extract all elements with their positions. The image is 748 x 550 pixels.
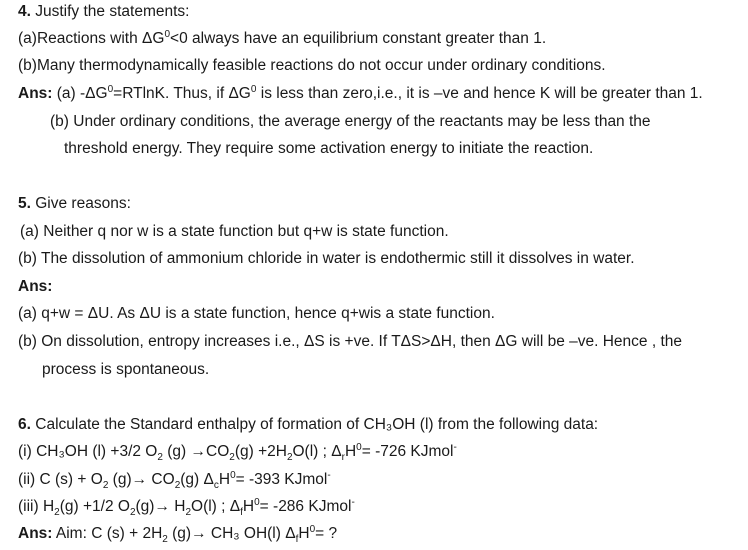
q6-heading: 6. Calculate the Standard enthalpy of formation of CH₃OH (l) from the following data: — [18, 416, 599, 433]
q5-answer-b-line1: (b) On dissolution, entropy increases i.e., ΔS is +ve. If TΔS>ΔH, then ΔG will be –ve. Hence , the — [18, 333, 683, 350]
q4-statement-b: (b)Many thermodynamically feasible reactions do not occur under ordinary conditions. — [18, 57, 606, 74]
q5-statement-a: (a) Neither q nor w is a state function but q+w is state function. — [20, 223, 449, 240]
q5-answer-b-line2: process is spontaneous. — [42, 361, 210, 378]
q4-answer-b-line2: threshold energy. They require some activation energy to initiate the reaction. — [64, 140, 594, 157]
q6-equation-i: (i) CH₃OH (l) +3/2 $O_2$ $(g) \to CO_2(g) +2H_2O(l)$ ; $\Delta_rH^0= -726$ KJmol- — [18, 441, 457, 464]
q4-answer-a: Ans: (a) $-\Delta G^0=RTlnK$. Thus, if $\Delta G^0$ is less than zero,i.e., it is –ve and hence K will be greater than 1. — [18, 83, 703, 102]
q4-statement-a: (a)Reactions with $\Delta G^0<0$ always have an equilibrium constant greater than 1. — [18, 28, 547, 47]
q5-answer-label: Ans: — [18, 278, 53, 295]
q6-equation-ii: (ii) C $(s) + O_2$ $(g)\to CO_2(g)$ $\Delta_cH^0= -393$ KJmol- — [18, 469, 331, 492]
q6-equation-iii: (iii) $H_2(g) +1/2$ $O_2(g)\to H_2O(l)$ ; $\Delta_fH^0= -286$ KJmol- — [18, 496, 355, 519]
q5-answer-a: (a) q+w = ΔU. As ΔU is a state function, hence q+wis a state function. — [18, 305, 495, 322]
q4-heading: 4. Justify the statements: — [18, 3, 190, 20]
q6-answer-aim: Ans: Aim: C $(s) + 2H_2$ (g)→ CH₃ OH(l) $\Delta_fH^0=$ ? — [18, 523, 338, 546]
q5-statement-b: (b) The dissolution of ammonium chloride in water is endothermic still it dissolves in water. — [18, 250, 635, 267]
q4-answer-b-line1: (b) Under ordinary conditions, the average energy of the reactants may be less than the — [50, 113, 651, 130]
q5-heading: 5. Give reasons: — [18, 195, 131, 212]
